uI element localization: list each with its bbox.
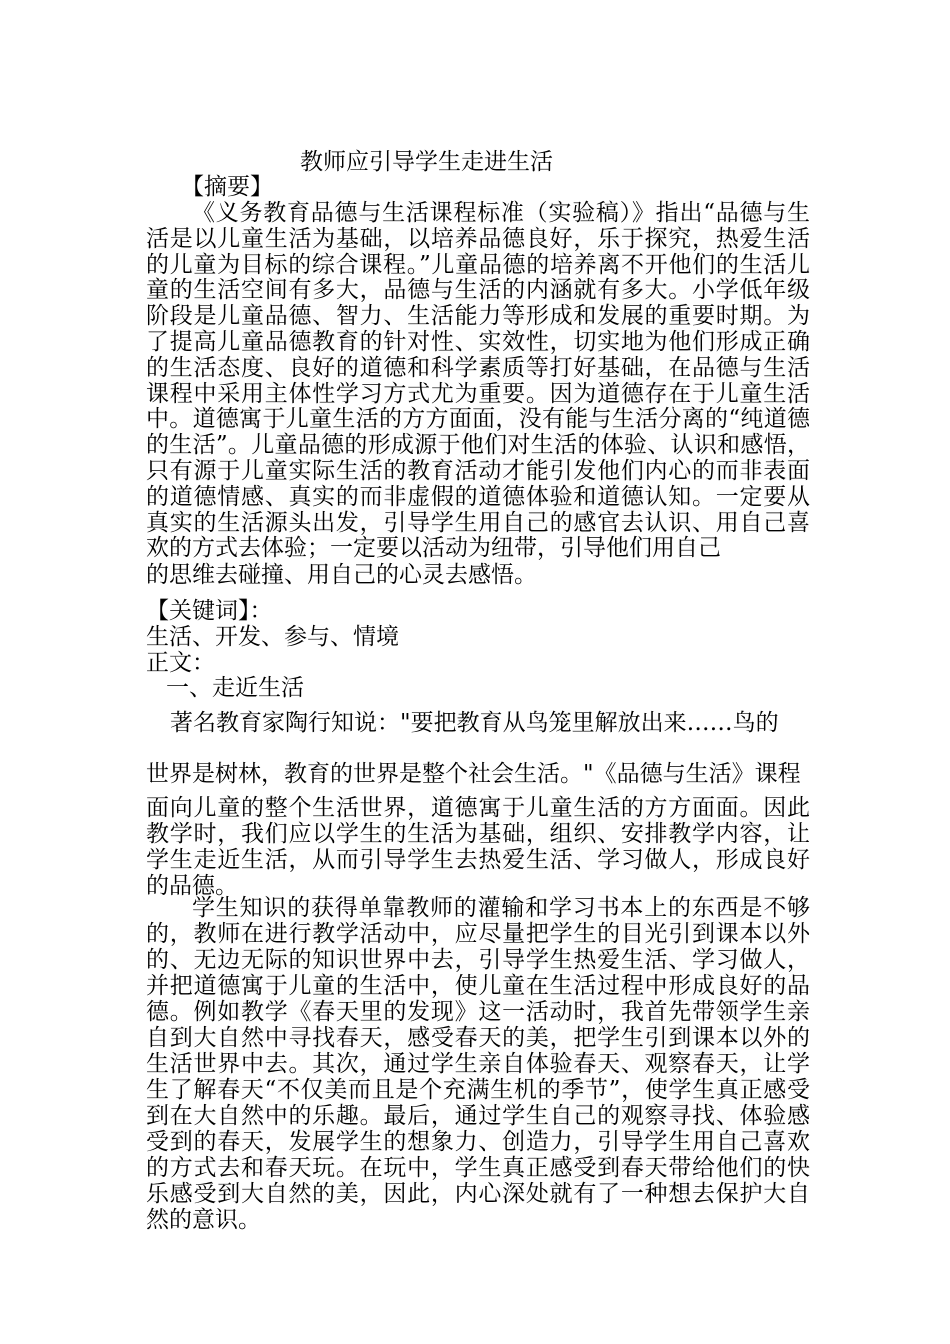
keywords-list: 生活、开发、参与、情境 [146,624,399,650]
line-gap [146,787,810,795]
quote-first-line: 著名教育家陶行知说："要把教育从鸟笼里解放出来……鸟的 [170,710,779,736]
body-paragraph-2: 学生知识的获得单靠教师的灌输和学习书本上的东西是不够的，教师在进行教学活动中，应尽量把学生的目光引到课本以外的、无边无际的知识世界中去，引导学生热爱生活、学习做人，并把道德寓于儿童的生活中，使儿童在生活过程中形成良好的品德。例如教学《春天里的发现》这一活动时，我首先带领学生亲自到大自然中寻找春天，感受春天的美，把学生引到课本以外的生活世界中去。其次，通过学生亲自体验春天、观察春天，让学生了解春天“不仅美而且是个充满生机的季节”，使学生真正感受到在大自然中的乐趣。最后，通过学生自己的观察寻找、体验感受到的春天，发展学生的想象力、创造力，引导学生用自己喜欢的方式去和春天玩。在玩中，学生真正感受到春天带给他们的快乐感受到大自然的美，因此，内心深处就有了一种想去保护大自然的意识。 [146,895,810,1233]
quote-second-line: 世界是树林，教育的世界是整个社会生活。"《品德与生活》课程 [146,761,801,787]
abstract-tail: 的思维去碰撞、用自己的心灵去感悟。 [146,562,537,588]
quote-paragraph [146,761,810,899]
abstract-body: 《义务教育品德与生活课程标准（实验稿）》指出“品德与生活是以儿童生活为基础，以培养品德良好，乐于探究，热爱生活的儿童为目标的综合课程。”儿童品德的培养离不开他们的生活儿童的生活空间有多大，品德与生活的内涵就有多大。小学低年级阶段是儿童品德、智力、生活能力等形成和发展的重要时期。为了提高儿童品德教育的针对性、实效性，切实地为他们形成正确的生活态度、良好的道德和科学素质等打好基础，在品德与生活课程中采用主体性学习方式尤为重要。因为道德存在于儿童生活中。道德寓于儿童生活的方方面面，没有能与生活分离的“纯道德的生活”。儿童品德的形成源于他们对生活的体验、认识和感悟，只有源于儿童实际生活的教育活动才能引发他们内心的而非表面的道德情感、真实的而非虚假的道德体验和道德认知。一定要从真实的生活源头出发，引导学生用自己的感官去认识、用自己喜欢的方式去体验；一定要以活动为纽带，引导他们用自己 [146,200,810,562]
quote-remainder: 面向儿童的整个生活世界，道德寓于儿童生活的方方面面。因此教学时，我们应以学生的生活为基础，组织、安排教学内容，让学生走近生活，从而引导学生去热爱生活、学习做人，形成良好的品德。 [146,795,810,899]
main-text-label: 正文： [146,650,215,676]
document-title: 教师应引导学生走进生活 [300,149,553,175]
abstract-heading: 【摘要】 [181,174,273,200]
keywords-heading: 【关键词】： [146,598,273,624]
section-1-heading: 一、走近生活 [166,675,304,701]
